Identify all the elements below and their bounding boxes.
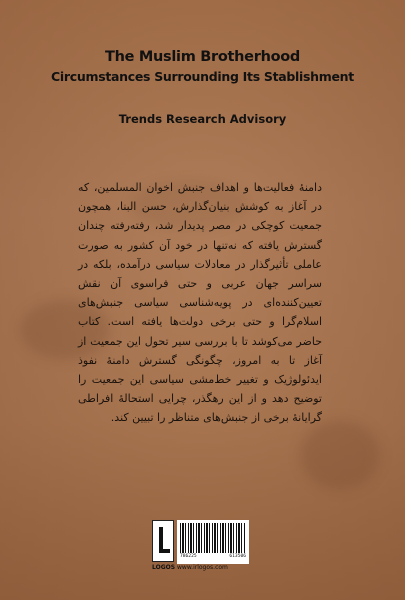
publisher-name: LOGOS — [152, 564, 176, 571]
book-subtitle: Circumstances Surrounding Its Stablishment — [51, 69, 354, 84]
barcode-number-right: 613506 — [229, 554, 246, 559]
barcode — [177, 520, 249, 564]
blurb-text: دامنهٔ فعالیت‌ها و اهداف جنبش اخوان المسلمین، که در آغاز به کوشش بنیان‌گذارش، حسن البنا، همچون جمعیت کوچکی در مصر پدیدار شد، رفته‌رفته چندان گسترش یافته که نه‌تنها در خود آن کشور به صورت عاملی تأثیرگذار در معادلات سیاسی درآمده، بلکه در سراسر جهان عربی و حتی فراسوی آن نقش تعیین‌کننده‌ای در پویه‌شناسی سیاسی جنبش‌های اسلام‌گرا و حتی برخی دولت‌ها یافته است. کتاب حاضر می‌کوشد تا با بررسی سیر تحول این جمعیت از آغاز تا به امروز، چگونگی گسترش دامنهٔ نفوذ ایدئولوژیک و تغییر خط‌مشی سیاسی این جمعیت را توضیح دهد و از این رهگذر، چرایی استحالهٔ افراطی گرایانهٔ برخی از جنبش‌های متناظر را تبیین کند. — [78, 181, 322, 425]
barcode-lines — [180, 523, 246, 553]
author-name: Trends Research Advisory — [118, 112, 287, 126]
book-title: The Muslim Brotherhood — [104, 49, 300, 65]
title-block — [0, 48, 405, 86]
publisher-block — [152, 520, 252, 574]
publisher-website: www.irlogos.com — [177, 564, 228, 571]
publisher-logo-icon — [152, 520, 174, 562]
paper-stain — [300, 420, 380, 490]
barcode-number-left: 786225 — [180, 554, 197, 559]
